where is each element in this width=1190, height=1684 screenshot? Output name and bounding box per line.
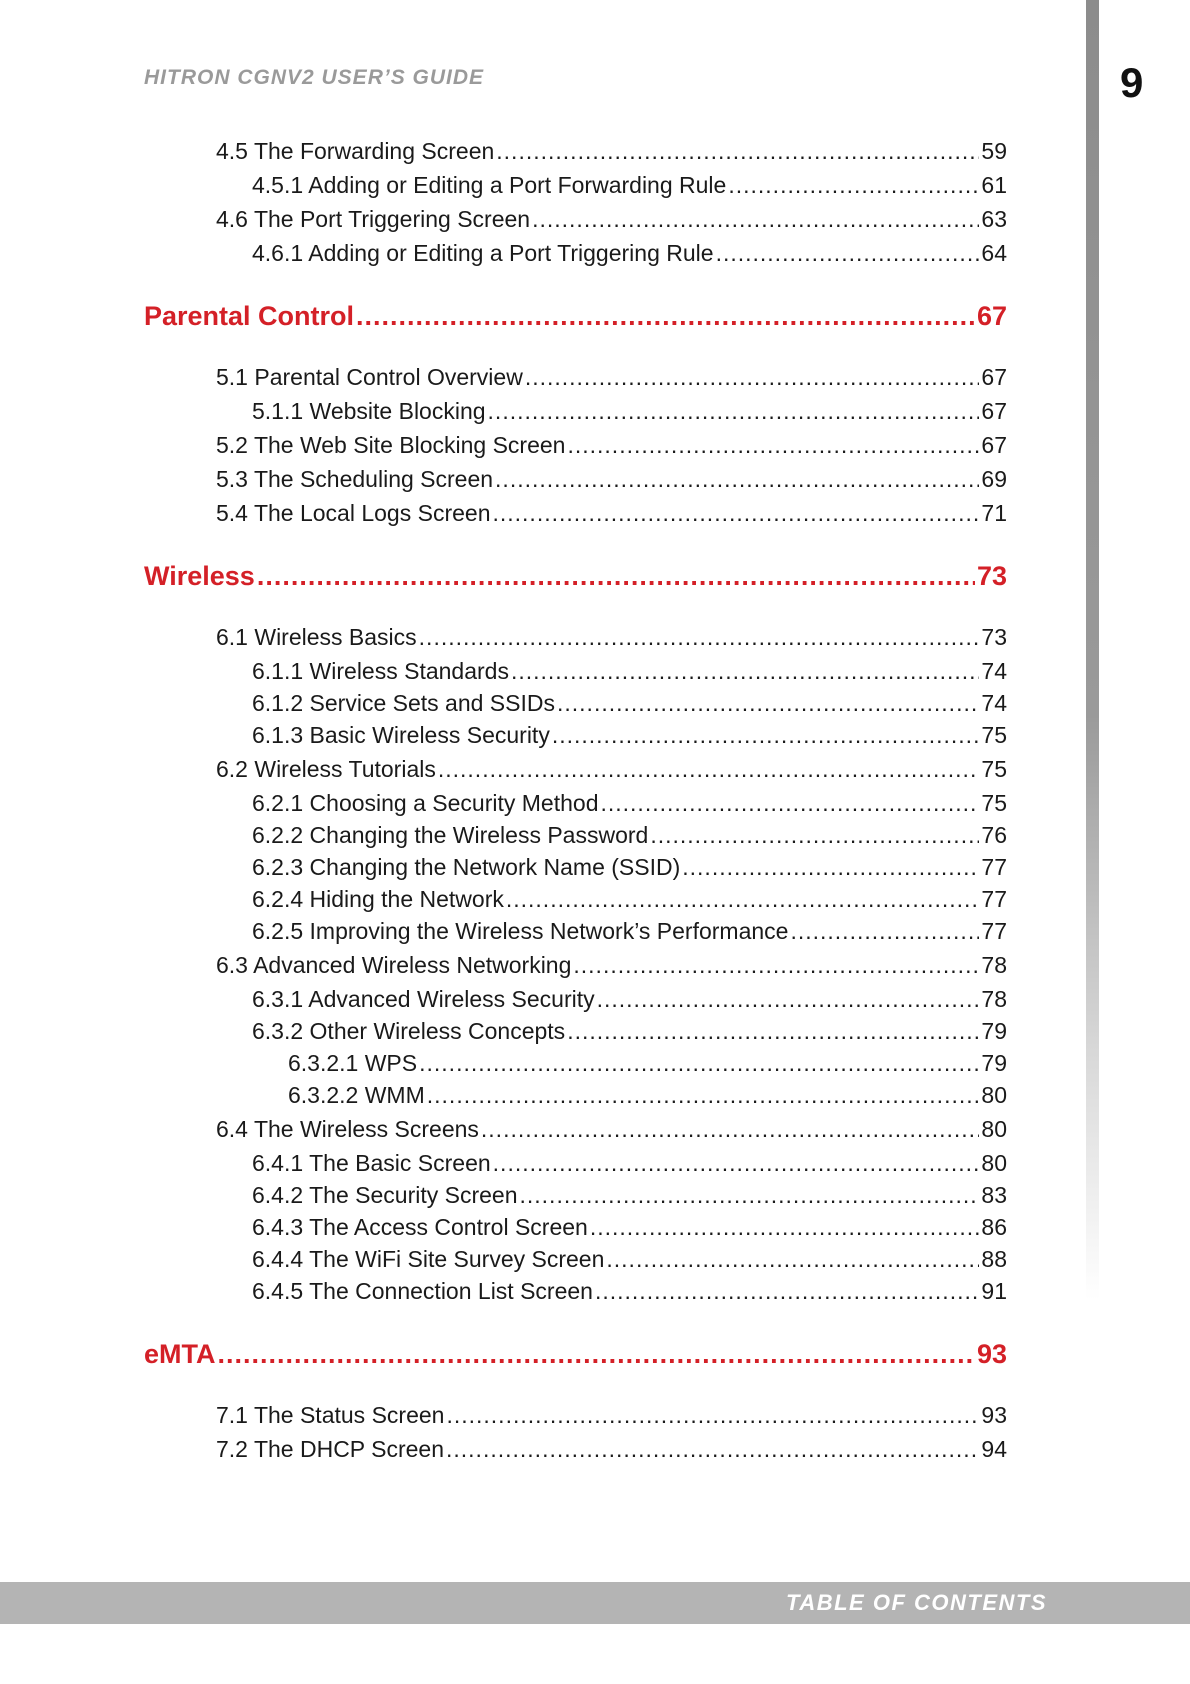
toc-entry[interactable] (252, 1150, 1007, 1177)
toc-leader-dots (495, 466, 979, 493)
toc-entry-page: 59 (981, 138, 1007, 164)
toc-leader-dots (511, 658, 979, 685)
toc-leader-dots (590, 1214, 980, 1241)
toc-entry-title: 6.4.4 The WiFi Site Survey Screen (252, 1246, 605, 1272)
toc-entry-page: 91 (981, 1278, 1007, 1304)
toc-entry-page: 74 (981, 658, 1007, 684)
toc-entry-page: 93 (976, 1339, 1007, 1369)
toc-entry[interactable] (252, 1182, 1007, 1209)
toc-leader-dots (595, 1278, 979, 1305)
toc-entry-page: 69 (981, 466, 1007, 492)
toc-entry[interactable] (252, 172, 1007, 199)
toc-entry[interactable] (252, 658, 1007, 685)
toc-entry-page: 74 (981, 690, 1007, 716)
toc-entry[interactable] (288, 1050, 1007, 1077)
toc-entry-page: 71 (981, 500, 1007, 526)
side-accent-bar (1086, 0, 1099, 1300)
toc-leader-dots (506, 886, 980, 913)
toc-leader-dots (356, 301, 975, 332)
toc-entry-page: 76 (981, 822, 1007, 848)
toc-entry-title: 5.1.1 Website Blocking (252, 398, 486, 424)
toc-entry-title: 4.6 The Port Triggering Screen (216, 206, 531, 232)
toc-leader-dots (597, 986, 980, 1013)
toc-entry-page: 88 (981, 1246, 1007, 1272)
toc-entry-title: 6.4.3 The Access Control Screen (252, 1214, 588, 1240)
toc-entry-page: 80 (981, 1150, 1007, 1176)
toc-entry[interactable] (216, 952, 1007, 979)
toc-leader-dots (520, 1182, 980, 1209)
toc-entry[interactable] (216, 206, 1007, 233)
toc-leader-dots (532, 206, 979, 233)
toc-entry[interactable] (216, 500, 1007, 527)
toc-entry-page: 73 (981, 624, 1007, 650)
toc-entry-title: 6.2.5 Improving the Wireless Network’s Performance (252, 918, 789, 944)
toc-entry-title: 4.6.1 Adding or Editing a Port Triggering Rule (252, 240, 714, 266)
toc-entry[interactable] (252, 886, 1007, 913)
toc-entry-title: 4.5 The Forwarding Screen (216, 138, 495, 164)
toc-entry-title: 5.3 The Scheduling Screen (216, 466, 494, 492)
toc-entry-page: 86 (981, 1214, 1007, 1240)
toc-entry-title: eMTA (144, 1339, 216, 1369)
toc-entry-title: 6.3.1 Advanced Wireless Security (252, 986, 595, 1012)
toc-entry[interactable] (216, 624, 1007, 651)
toc-entry-title: 6.1.2 Service Sets and SSIDs (252, 690, 555, 716)
toc-entry[interactable] (252, 1278, 1007, 1305)
toc-entry[interactable] (216, 1116, 1007, 1143)
toc-entry[interactable] (252, 1018, 1007, 1045)
toc-leader-dots (496, 138, 979, 165)
toc-entry-title: 5.1 Parental Control Overview (216, 364, 523, 390)
toc-entry-page: 67 (981, 432, 1007, 458)
toc-entry-title: 6.2 Wireless Tutorials (216, 756, 436, 782)
toc-entry-page: 67 (981, 364, 1007, 390)
toc-entry-page: 61 (981, 172, 1007, 198)
toc-entry-title: 6.4.5 The Connection List Screen (252, 1278, 593, 1304)
toc-entry-title: 6.1.3 Basic Wireless Security (252, 722, 550, 748)
running-header: HITRON CGNV2 USER’S GUIDE (144, 66, 485, 89)
toc-entry-page: 94 (981, 1436, 1007, 1462)
toc-leader-dots (419, 1050, 979, 1077)
toc-leader-dots (446, 1436, 979, 1463)
toc-entry-title: Wireless (144, 561, 255, 591)
toc-leader-dots (525, 364, 980, 391)
toc-entry-title: 6.3.2.1 WPS (288, 1050, 418, 1076)
toc-entry-page: 79 (981, 1050, 1007, 1076)
toc-entry[interactable] (252, 722, 1007, 749)
toc-entry-title: 5.4 The Local Logs Screen (216, 500, 491, 526)
toc-leader-dots (716, 240, 980, 267)
toc-entry-title: 6.3 Advanced Wireless Networking (216, 952, 572, 978)
toc-leader-dots (557, 690, 979, 717)
toc-leader-dots (481, 1116, 980, 1143)
toc-entry-page: 75 (981, 790, 1007, 816)
toc-entry-title: 6.4.2 The Security Screen (252, 1182, 518, 1208)
toc-entry[interactable] (216, 1436, 1007, 1463)
toc-leader-dots (552, 722, 980, 749)
toc-leader-dots (650, 822, 979, 849)
toc-leader-dots (728, 172, 979, 199)
toc-entry[interactable] (216, 364, 1007, 391)
toc-leader-dots (257, 561, 975, 592)
toc-entry-page: 78 (981, 986, 1007, 1012)
toc-entry-page: 80 (981, 1116, 1007, 1142)
toc-entry-title: 6.2.3 Changing the Network Name (SSID) (252, 854, 681, 880)
toc-entry-page: 93 (981, 1402, 1007, 1428)
toc-entry-title: Parental Control (144, 301, 355, 331)
toc-entry-title: 6.2.2 Changing the Wireless Password (252, 822, 649, 848)
toc-leader-dots (573, 952, 979, 979)
toc-entry[interactable] (216, 138, 1007, 165)
toc-entry[interactable] (252, 690, 1007, 717)
toc-entry-title: 6.2.4 Hiding the Network (252, 886, 504, 912)
page-number: 9 (1120, 59, 1144, 106)
toc-entry[interactable] (252, 790, 1007, 817)
toc-entry[interactable] (252, 854, 1007, 881)
toc-entry-page: 77 (981, 886, 1007, 912)
toc-entry-page: 78 (981, 952, 1007, 978)
footer-bar (0, 1582, 1190, 1624)
toc-leader-dots (600, 790, 979, 817)
toc-entry-page: 75 (981, 756, 1007, 782)
toc-entry-title: 4.5.1 Adding or Editing a Port Forwarding Rule (252, 172, 727, 198)
toc-entry[interactable] (216, 1402, 1007, 1429)
toc-entry-page: 75 (981, 722, 1007, 748)
footer-section-title: TABLE OF CONTENTS (786, 1590, 1047, 1615)
toc-entry[interactable] (216, 432, 1007, 459)
toc-entry-title: 6.4.1 The Basic Screen (252, 1150, 491, 1176)
toc-leader-dots (492, 500, 979, 527)
toc-entry-title: 7.2 The DHCP Screen (216, 1436, 444, 1462)
toc-entry-title: 6.1 Wireless Basics (216, 624, 417, 650)
toc-entry[interactable] (252, 986, 1007, 1013)
toc-leader-dots (218, 1339, 975, 1370)
toc-entry[interactable] (288, 1082, 1007, 1109)
toc-leader-dots (438, 756, 980, 783)
toc-entry-page: 67 (981, 398, 1007, 424)
toc-entry-page: 67 (976, 301, 1007, 331)
toc-chapter-entry[interactable] (144, 1339, 1007, 1370)
toc-entry-title: 5.2 The Web Site Blocking Screen (216, 432, 566, 458)
toc-entry-page: 64 (981, 240, 1007, 266)
toc-entry-title: 6.4 The Wireless Screens (216, 1116, 479, 1142)
toc-leader-dots (427, 1082, 980, 1109)
toc-entry[interactable] (252, 240, 1007, 267)
toc-leader-dots (790, 918, 979, 945)
toc-leader-dots (419, 624, 980, 651)
toc-entry[interactable] (252, 1246, 1007, 1273)
toc-leader-dots (446, 1402, 979, 1429)
toc-leader-dots (682, 854, 979, 881)
toc-entry[interactable] (252, 822, 1007, 849)
toc-entry-title: 6.2.1 Choosing a Security Method (252, 790, 599, 816)
toc-entry[interactable] (252, 1214, 1007, 1241)
toc-leader-dots (488, 398, 980, 425)
toc-entry-page: 80 (981, 1082, 1007, 1108)
toc-entry-page: 79 (981, 1018, 1007, 1044)
toc-entry-page: 77 (981, 918, 1007, 944)
toc-leader-dots (606, 1246, 979, 1273)
toc-entry-page: 83 (981, 1182, 1007, 1208)
toc-entry-title: 7.1 The Status Screen (216, 1402, 445, 1428)
toc-leader-dots (567, 1018, 979, 1045)
toc-entry[interactable] (216, 466, 1007, 493)
toc-leader-dots (493, 1150, 980, 1177)
toc-entry-title: 6.3.2 Other Wireless Concepts (252, 1018, 566, 1044)
toc-entry-title: 6.1.1 Wireless Standards (252, 658, 509, 684)
toc-entry-title: 6.3.2.2 WMM (288, 1082, 425, 1108)
toc-entry-page: 63 (981, 206, 1007, 232)
toc-entry[interactable] (216, 756, 1007, 783)
toc-entry-page: 73 (976, 561, 1007, 591)
toc-chapter-entry[interactable] (144, 561, 1007, 592)
toc-entry-page: 77 (981, 854, 1007, 880)
toc-chapter-entry[interactable] (144, 301, 1007, 332)
toc-entry[interactable] (252, 398, 1007, 425)
toc-entry[interactable] (252, 918, 1007, 945)
toc-leader-dots (567, 432, 979, 459)
